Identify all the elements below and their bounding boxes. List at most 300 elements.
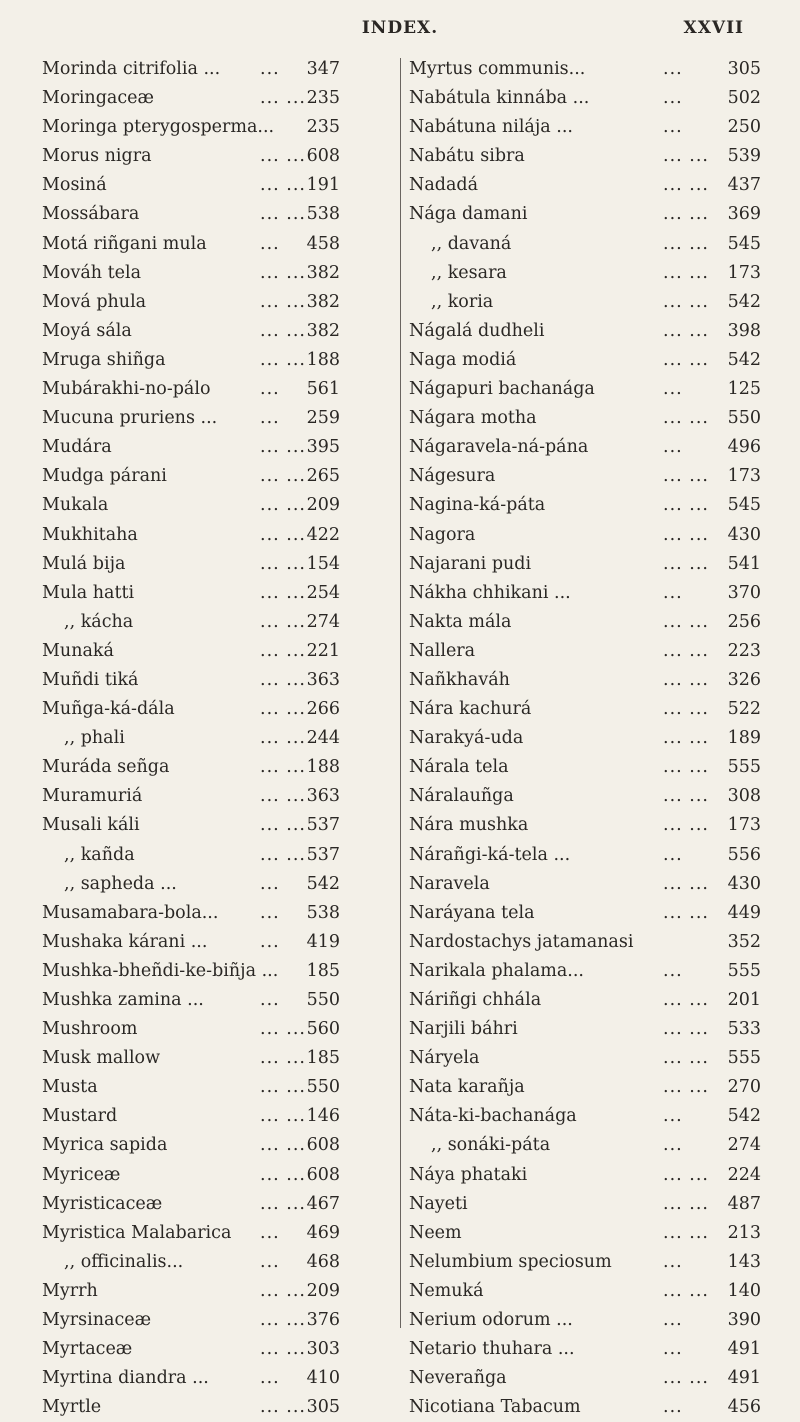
index-term: Muráda señga: [42, 757, 170, 778]
index-term: Nañkhaváh: [409, 669, 510, 690]
index-term: Nárañgi-ká-tela ...: [409, 844, 571, 865]
index-page-ref: 154: [306, 553, 340, 574]
index-entry: [409, 870, 761, 899]
leader-dots: ...: [663, 88, 683, 109]
index-term: Moringa pterygosperma...: [42, 117, 275, 138]
index-entry: [409, 491, 761, 520]
index-term: Narjili báhri: [409, 1019, 518, 1040]
leader-dots: ... ...: [663, 175, 709, 196]
leader-dots: ... ...: [260, 1164, 306, 1185]
leader-dots: ... ...: [260, 1135, 306, 1156]
index-page-ref: 347: [306, 59, 340, 79]
leader-dots: ...: [663, 960, 683, 981]
index-page-ref: 185: [306, 960, 340, 981]
index-entry: [42, 55, 392, 84]
index-page-ref: 533: [727, 1019, 761, 1040]
leader-dots: ... ...: [260, 466, 306, 487]
index-page-ref: 191: [306, 175, 340, 196]
index-entry: [42, 579, 392, 608]
index-term: ,, sapheda ...: [64, 873, 177, 894]
leader-dots: ... ...: [260, 786, 306, 807]
index-entry: [409, 375, 761, 404]
index-page-ref: 487: [727, 1193, 761, 1214]
index-entry: [42, 870, 392, 899]
index-page-ref: 259: [306, 408, 340, 429]
index-page-ref: 496: [727, 437, 761, 458]
index-term: Mushroom: [42, 1019, 138, 1040]
index-page-ref: 369: [727, 204, 761, 225]
index-entry: [409, 230, 761, 259]
leader-dots: ... ...: [663, 524, 709, 545]
index-entry: [409, 1277, 761, 1306]
index-entry: [409, 1102, 761, 1131]
index-term: ,, phali: [64, 728, 125, 749]
index-entry: [409, 753, 761, 782]
leader-dots: ...: [663, 582, 683, 603]
index-entry: [409, 1161, 761, 1190]
index-page-ref: 419: [306, 931, 340, 952]
leader-dots: ...: [260, 233, 280, 254]
index-page-ref: 437: [727, 175, 761, 196]
leader-dots: ... ...: [260, 1048, 306, 1069]
leader-dots: ... ...: [663, 1077, 709, 1098]
index-entry: [42, 521, 392, 550]
index-term: Nárala tela: [409, 757, 509, 778]
index-page-ref: 542: [727, 291, 761, 312]
leader-dots: ... ...: [663, 640, 709, 661]
index-term: Mukhitaha: [42, 524, 138, 545]
index-entry: [42, 608, 392, 637]
index-term: ,, kácha: [64, 611, 134, 632]
index-page-ref: 270: [727, 1077, 761, 1098]
index-term: Nicotiana Tabacum: [409, 1397, 581, 1418]
index-term: Mosiná: [42, 175, 107, 196]
leader-dots: ...: [260, 873, 280, 894]
index-page-ref: 538: [306, 204, 340, 225]
index-entry: [409, 1248, 761, 1277]
leader-dots: ...: [663, 1339, 683, 1360]
leader-dots: ...: [663, 59, 683, 79]
leader-dots: ... ...: [663, 728, 709, 749]
index-entry: [409, 521, 761, 550]
index-entry: [42, 841, 392, 870]
index-entry: [42, 811, 392, 840]
index-page-ref: 398: [727, 320, 761, 341]
leader-dots: ... ...: [663, 757, 709, 778]
index-term: Mossábara: [42, 204, 140, 225]
index-term: Munaká: [42, 640, 114, 661]
index-page-ref: 326: [727, 669, 761, 690]
page-title: INDEX.: [361, 18, 439, 38]
index-entry: [42, 200, 392, 229]
index-term: Muñdi tiká: [42, 669, 139, 690]
index-term: Moringaceæ: [42, 88, 154, 109]
index-page-ref: 305: [727, 59, 761, 79]
index-entry: [42, 899, 392, 928]
index-term: Nallera: [409, 640, 476, 661]
index-term: Mukala: [42, 495, 109, 516]
index-term: Netario thuhara ...: [409, 1339, 575, 1360]
index-term: Myrica sapida: [42, 1135, 168, 1156]
index-term: Myristicaceæ: [42, 1193, 163, 1214]
left-index-column: [42, 55, 392, 1422]
leader-dots: ...: [663, 1397, 683, 1418]
leader-dots: ... ...: [663, 611, 709, 632]
leader-dots: ...: [260, 408, 280, 429]
index-page-ref: 468: [306, 1251, 340, 1272]
index-page-ref: 173: [727, 466, 761, 487]
leader-dots: ...: [260, 1222, 280, 1243]
index-page-ref: 244: [306, 728, 340, 749]
leader-dots: ... ...: [260, 815, 306, 836]
index-entry: [42, 375, 392, 404]
leader-dots: ... ...: [663, 233, 709, 254]
index-page-ref: 410: [306, 1368, 340, 1389]
index-page-ref: 537: [306, 815, 340, 836]
leader-dots: ...: [260, 59, 280, 79]
index-page-ref: 430: [727, 873, 761, 894]
index-term: Nára mushka: [409, 815, 529, 836]
index-entry: [42, 171, 392, 200]
index-term: Muñga-ká-dála: [42, 699, 175, 720]
index-entry: [42, 113, 392, 142]
index-term: Mruga shiñga: [42, 349, 166, 370]
index-term: Náryela: [409, 1048, 480, 1069]
leader-dots: ... ...: [663, 699, 709, 720]
index-page-ref: 209: [306, 1280, 340, 1301]
leader-dots: ... ...: [663, 1222, 709, 1243]
index-term: Náya phataki: [409, 1164, 528, 1185]
leader-dots: ... ...: [663, 669, 709, 690]
index-term: Naráyana tela: [409, 902, 535, 923]
index-term: Nakta mála: [409, 611, 512, 632]
index-term: Mulá bija: [42, 553, 126, 574]
index-term: Neverañga: [409, 1368, 507, 1389]
index-page-ref: 550: [727, 408, 761, 429]
index-entry: [409, 695, 761, 724]
index-entry: [42, 1248, 392, 1277]
index-entry: [409, 986, 761, 1015]
index-entry: [409, 637, 761, 666]
index-term: Nára kachurá: [409, 699, 532, 720]
leader-dots: ... ...: [663, 349, 709, 370]
index-entry: [409, 608, 761, 637]
index-term: Myrsinaceæ: [42, 1310, 152, 1331]
leader-dots: ...: [663, 1310, 683, 1331]
index-entry: [42, 1073, 392, 1102]
leader-dots: ... ...: [260, 1106, 306, 1127]
index-page-ref: 213: [727, 1222, 761, 1243]
index-page-ref: 305: [306, 1397, 340, 1418]
index-entry: [409, 259, 761, 288]
column-divider: [400, 58, 401, 1328]
leader-dots: ...: [260, 379, 280, 400]
index-entry: [409, 113, 761, 142]
index-term: ,, davaná: [431, 233, 512, 254]
leader-dots: ... ...: [260, 1339, 306, 1360]
index-entry: [42, 142, 392, 171]
index-page-ref: 303: [306, 1339, 340, 1360]
index-entry: [42, 753, 392, 782]
index-page-ref: 201: [727, 990, 761, 1010]
index-page-ref: 545: [727, 233, 761, 254]
index-term: Myristica Malabarica: [42, 1222, 232, 1243]
index-entry: [409, 782, 761, 811]
leader-dots: ... ...: [260, 1310, 306, 1331]
index-entry: [409, 550, 761, 579]
index-page-ref: 352: [727, 931, 761, 952]
leader-dots: ...: [260, 990, 280, 1010]
index-entry: [409, 579, 761, 608]
index-page-ref: 140: [727, 1280, 761, 1301]
leader-dots: ...: [663, 437, 683, 458]
index-page-ref: 422: [306, 524, 340, 545]
leader-dots: ... ...: [260, 582, 306, 603]
index-term: Nelumbium speciosum: [409, 1251, 612, 1272]
index-entry: [42, 695, 392, 724]
index-page-ref: 555: [727, 960, 761, 981]
page-header: [0, 18, 800, 48]
index-page-ref: 221: [306, 640, 340, 661]
index-page-ref: 545: [727, 495, 761, 516]
index-term: Morinda citrifolia ...: [42, 59, 221, 79]
index-term: Naga modiá: [409, 349, 517, 370]
index-page-ref: 458: [306, 233, 340, 254]
index-term: Nabátula kinnába ...: [409, 88, 590, 109]
index-term: Mudga párani: [42, 466, 167, 487]
leader-dots: ... ...: [260, 1397, 306, 1418]
index-page-ref: 555: [727, 1048, 761, 1069]
leader-dots: ...: [663, 1251, 683, 1272]
index-entry: [409, 317, 761, 346]
leader-dots: ... ...: [260, 349, 306, 370]
leader-dots: ... ...: [260, 1193, 306, 1214]
index-page-ref: 538: [306, 902, 340, 923]
right-index-column: [409, 55, 761, 1422]
index-term: Nága damani: [409, 204, 528, 225]
leader-dots: ... ...: [260, 146, 306, 167]
index-term: Nagina-ká-páta: [409, 495, 546, 516]
leader-dots: ... ...: [663, 1368, 709, 1389]
index-entry: [42, 1306, 392, 1335]
index-page-ref: 608: [306, 146, 340, 167]
index-page-ref: 376: [306, 1310, 340, 1331]
index-term: Nadadá: [409, 175, 479, 196]
index-page-ref: 382: [306, 291, 340, 312]
leader-dots: ... ...: [260, 262, 306, 283]
index-entry: [42, 957, 392, 986]
index-page-ref: 363: [306, 669, 340, 690]
leader-dots: ... ...: [663, 786, 709, 807]
index-term: Mováh tela: [42, 262, 142, 283]
leader-dots: ... ...: [260, 553, 306, 574]
index-term: ,, sonáki-páta: [431, 1135, 551, 1156]
index-term: Nákha chhikani ...: [409, 582, 571, 603]
index-entry: [409, 288, 761, 317]
index-page-ref: 209: [306, 495, 340, 516]
index-page-ref: 542: [727, 349, 761, 370]
index-page-ref: 556: [727, 844, 761, 865]
index-term: Mucuna pruriens ...: [42, 408, 218, 429]
index-page-ref: 560: [306, 1019, 340, 1040]
index-page-ref: 555: [727, 757, 761, 778]
index-page-ref: 266: [306, 699, 340, 720]
index-term: Mushka zamina ...: [42, 990, 204, 1010]
index-term: Myrrh: [42, 1280, 98, 1301]
index-entry: [409, 1306, 761, 1335]
index-term: Morus nigra: [42, 146, 152, 167]
leader-dots: ... ...: [663, 320, 709, 341]
index-term: Nata karañja: [409, 1077, 525, 1098]
index-entry: [409, 1364, 761, 1393]
index-term: ,, kañda: [64, 844, 135, 865]
index-page-ref: 308: [727, 786, 761, 807]
index-term: Neem: [409, 1222, 462, 1243]
index-page-ref: 382: [306, 320, 340, 341]
index-term: Myrtle: [42, 1397, 102, 1418]
leader-dots: ...: [663, 1135, 683, 1156]
index-term: Mubárakhi-no-pálo: [42, 379, 211, 400]
index-term: Myrtina diandra ...: [42, 1368, 209, 1389]
index-page-ref: 235: [306, 88, 340, 109]
leader-dots: ... ...: [260, 88, 306, 109]
leader-dots: ... ...: [663, 1193, 709, 1214]
leader-dots: ... ...: [260, 669, 306, 690]
index-entry: [42, 462, 392, 491]
page-number: XXVII: [683, 18, 744, 38]
index-entry: [42, 1015, 392, 1044]
index-entry: [409, 200, 761, 229]
index-entry: [409, 142, 761, 171]
index-page-ref: 542: [727, 1106, 761, 1127]
leader-dots: ... ...: [663, 553, 709, 574]
index-entry: [409, 1073, 761, 1102]
index-entry: [409, 346, 761, 375]
index-term: ,, kesara: [431, 262, 507, 283]
index-entry: [42, 550, 392, 579]
index-entry: [409, 462, 761, 491]
index-page-ref: 449: [727, 902, 761, 923]
leader-dots: ... ...: [260, 524, 306, 545]
leader-dots: ... ...: [663, 262, 709, 283]
index-page-ref: 539: [727, 146, 761, 167]
index-page-ref: 188: [306, 757, 340, 778]
index-page-ref: 550: [306, 1077, 340, 1098]
index-entry: [409, 84, 761, 113]
leader-dots: ... ...: [260, 1019, 306, 1040]
index-page-ref: 550: [306, 990, 340, 1010]
leader-dots: ... ...: [663, 873, 709, 894]
index-term: Musali káli: [42, 815, 140, 836]
leader-dots: ... ...: [663, 815, 709, 836]
index-entry: [42, 1393, 392, 1422]
index-term: Nágaravela-ná-pána: [409, 437, 589, 458]
leader-dots: ... ...: [663, 495, 709, 516]
index-page-ref: 254: [306, 582, 340, 603]
index-entry: [409, 724, 761, 753]
leader-dots: ... ...: [260, 437, 306, 458]
index-entry: [409, 1335, 761, 1364]
index-page-ref: 125: [727, 379, 761, 400]
leader-dots: ... ...: [663, 1048, 709, 1069]
index-entry: [42, 1131, 392, 1160]
leader-dots: ...: [663, 1106, 683, 1127]
index-page-ref: 370: [727, 582, 761, 603]
index-entry: [42, 1219, 392, 1248]
leader-dots: ... ...: [260, 757, 306, 778]
index-page-ref: 189: [727, 728, 761, 749]
index-term: Nabátuna nilája ...: [409, 117, 573, 138]
index-page-ref: 188: [306, 349, 340, 370]
index-entry: [42, 1277, 392, 1306]
index-entry: [42, 84, 392, 113]
index-page-ref: 390: [727, 1310, 761, 1331]
index-entry: [409, 1190, 761, 1219]
index-term: Nayeti: [409, 1193, 468, 1214]
index-page-ref: 224: [727, 1164, 761, 1185]
index-page-ref: 143: [727, 1251, 761, 1272]
leader-dots: ... ...: [260, 175, 306, 196]
index-page-ref: 561: [306, 379, 340, 400]
index-entry: [42, 666, 392, 695]
index-entry: [409, 899, 761, 928]
index-entry: [409, 1015, 761, 1044]
index-page-ref: 456: [727, 1397, 761, 1418]
index-term: Nemuká: [409, 1280, 484, 1301]
leader-dots: ... ...: [663, 291, 709, 312]
index-entry: [42, 259, 392, 288]
leader-dots: ... ...: [260, 320, 306, 341]
leader-dots: ... ...: [260, 844, 306, 865]
leader-dots: ... ...: [260, 1077, 306, 1098]
index-entry: [42, 986, 392, 1015]
index-entry: [42, 782, 392, 811]
leader-dots: ... ...: [663, 408, 709, 429]
index-term: Náta-ki-bachanága: [409, 1106, 577, 1127]
index-entry: [42, 346, 392, 375]
index-term: Mula hatti: [42, 582, 135, 603]
index-entry: [409, 404, 761, 433]
leader-dots: ...: [663, 844, 683, 865]
index-entry: [42, 404, 392, 433]
index-entry: [42, 928, 392, 957]
leader-dots: ... ...: [663, 1164, 709, 1185]
leader-dots: ...: [260, 931, 280, 952]
index-term: Nabátu sibra: [409, 146, 525, 167]
index-page-ref: 469: [306, 1222, 340, 1243]
index-page-ref: 235: [306, 117, 340, 138]
index-page-ref: 274: [727, 1135, 761, 1156]
index-term: Nágesura: [409, 466, 496, 487]
index-term: Nagora: [409, 524, 476, 545]
index-page-ref: 541: [727, 553, 761, 574]
index-entry: [42, 1102, 392, 1131]
index-entry: [409, 55, 761, 84]
leader-dots: ... ...: [260, 204, 306, 225]
index-page-ref: 608: [306, 1164, 340, 1185]
index-entry: [42, 1190, 392, 1219]
index-page-ref: 173: [727, 262, 761, 283]
index-entry: [42, 1161, 392, 1190]
index-term: Mushaka kárani ...: [42, 931, 208, 952]
leader-dots: ... ...: [260, 495, 306, 516]
index-term: Musta: [42, 1077, 98, 1098]
index-term: Mová phula: [42, 291, 147, 312]
leader-dots: ... ...: [663, 466, 709, 487]
index-page-ref: 542: [306, 873, 340, 894]
index-entry: [409, 841, 761, 870]
leader-dots: ... ...: [663, 902, 709, 923]
